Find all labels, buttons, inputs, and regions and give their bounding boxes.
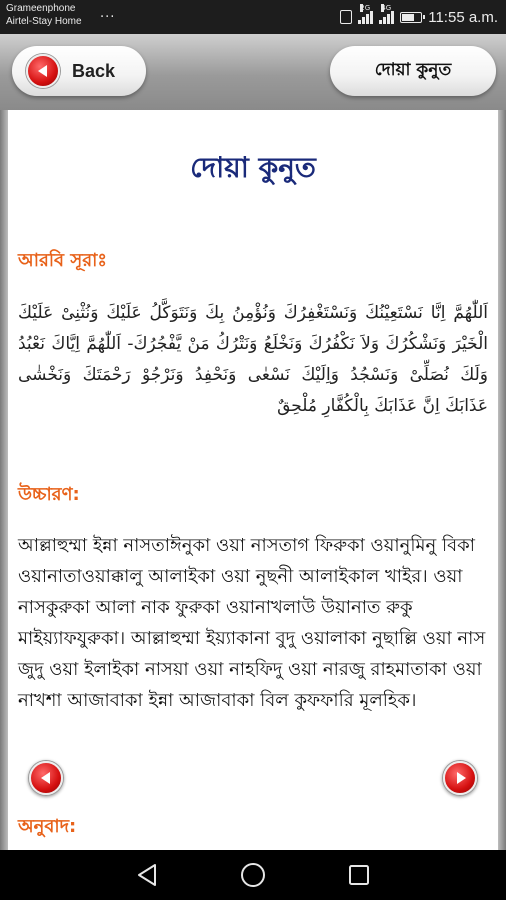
nav-home-icon[interactable] [240, 862, 266, 888]
network-type-1: 2G [360, 4, 371, 12]
next-page-button[interactable] [442, 760, 478, 796]
nav-recents-icon[interactable] [348, 864, 370, 886]
clock: 11:55 a.m. [428, 8, 498, 26]
battery-icon [400, 12, 422, 23]
status-bar [0, 0, 506, 34]
carrier-name-1: Grameenphone [6, 3, 76, 14]
network-type-2: 4G [381, 4, 392, 12]
signal-icon-2 [379, 4, 394, 24]
left-arrow-icon [29, 761, 63, 795]
nav-back-icon[interactable] [136, 863, 158, 887]
overflow-dots-icon: ... [100, 6, 116, 21]
back-button-label: Back [72, 60, 116, 81]
translation-heading: অনুবাদ: [18, 816, 77, 837]
back-button[interactable] [12, 46, 146, 96]
status-icons [340, 6, 498, 28]
pronunciation-text: আল্লাহুম্মা ইন্না নাসতাঈনুকা ওয়া নাসতাগ ফিরুকা ওয়ানুমিনু বিকা ওয়ানাতাওয়াক্কালু আলাইকা ওয়া নুছনী আলাইকাল খাইর। ওয়া নাসকুরুকা আলা নাক ফুরুকা ওয়ানাখলাউ উয়ানাত রুকু মাইয়্যাফযুরুকা। আল্লাহুম্মা ইয়্যাকানা বুদু ওয়ালাকা নুছাল্লি ওয়া নাস জুদু ওয়া ইলাইকা নাসয়া ওয়া নাহফিদু ওয়া নারজু রাহমাতাকা ওয়া নাখশা আজাবাকা ইন্না আজাবাকা বিল কুফফারি মূলহিক। [18, 535, 486, 711]
content-panel[interactable] [8, 110, 498, 850]
carrier-info [6, 2, 82, 28]
right-arrow-icon [443, 761, 477, 795]
arabic-text: اَللّٰهُمَّ اِنَّا نَسْتَعِيْنُكَ وَنَسْتَغْفِرُكَ وَنُؤْمِنُ بِكَ وَنَتَوَكَّلُ عَلَيْكَ وَنُثْنِىْ عَلَيْكَ الْخَيْرَ وَنَشْكُرُكَ وَلاَ نَكْفُرُكَ وَنَخْلَعُ وَنَتْرُكُ مَنْ يَّفْجُرُكَ- اَللّٰهُمَّ اِيَّاكَ نَعْبُدُ وَلَكَ نُصَلِّىْ وَنَسْجُدُ وَاِلَيْكَ نَسْعٰى وَنَحْفِدُ وَنَرْجُوْ رَحْمَتَكَ وَنَخْشٰى عَذَابَكَ اِنَّ عَذَابَكَ بِالْكُفَّارِ مُلْحِقٌ [18, 303, 488, 416]
header-title-pill [330, 46, 496, 96]
page-title: দোয়া কুনুত [190, 151, 316, 184]
app-header [0, 34, 506, 110]
previous-page-button[interactable] [28, 760, 64, 796]
header-title: দোয়া কুনুত [374, 60, 452, 80]
carrier-name-2: Airtel-Stay Home [6, 16, 82, 27]
signal-icon-1 [358, 4, 373, 24]
system-nav-bar [0, 850, 506, 900]
back-arrow-icon [26, 54, 60, 88]
arabic-heading: আরবি সূরাঃ [18, 250, 107, 271]
vibrate-icon [340, 10, 352, 24]
pronunciation-heading: উচ্চারণ: [18, 484, 80, 505]
